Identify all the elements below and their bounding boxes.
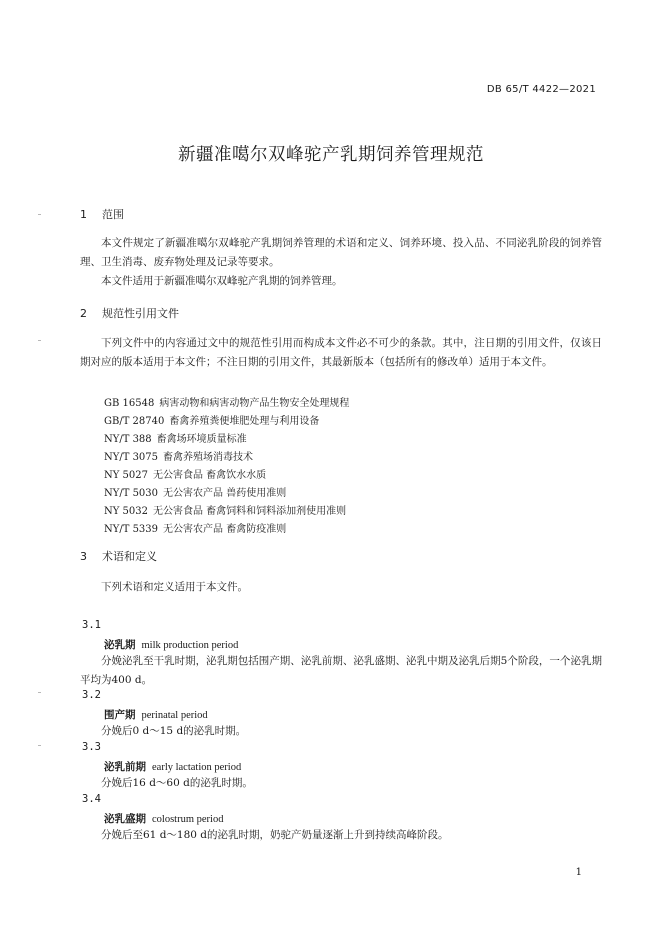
reference-title: 无公害食品 畜禽饮水水质 bbox=[152, 470, 267, 481]
reference-item bbox=[104, 466, 266, 481]
term-definition: 分娩后0 d～15 d的泌乳时期。 bbox=[101, 725, 247, 737]
reference-code: GB 16548 bbox=[104, 398, 155, 409]
term-definition: 分娩后16 d～60 d的泌乳时期。 bbox=[101, 777, 253, 789]
section-heading-normative-references bbox=[80, 305, 179, 321]
standard-id: DB 65/T 4422—2021 bbox=[486, 84, 596, 95]
reference-item bbox=[104, 520, 286, 535]
term-entry bbox=[104, 759, 241, 774]
term-entry bbox=[104, 637, 238, 652]
paragraph: 本文件规定了新疆准噶尔双峰驼产乳期饲养管理的术语和定义、饲养环境、投入品、不同泌乳阶段的饲养管理、卫生消毒、废弃物处理及记录等要求。 bbox=[80, 237, 602, 268]
term-en: milk production period bbox=[141, 640, 239, 651]
term-definition: 分娩泌乳至干乳时期，泌乳期包括围产期、泌乳前期、泌乳盛期、泌乳中期及泌乳后期5个阶段，一个泌乳期平均为400 d。 bbox=[80, 655, 602, 686]
term-en: early lactation period bbox=[152, 762, 242, 773]
reference-title: 畜禽养殖粪便堆肥处理与利用设备 bbox=[169, 416, 320, 427]
reference-code: NY 5027 bbox=[104, 470, 148, 481]
section-heading-terms-definitions bbox=[80, 548, 157, 564]
term-definition: 分娩后至61 d～180 d的泌乳时期，奶驼产奶量逐渐上升到持续高峰阶段。 bbox=[101, 829, 449, 841]
page-number: 1 bbox=[575, 867, 582, 878]
reference-title: 无公害农产品 兽药使用准则 bbox=[163, 488, 287, 499]
reference-item bbox=[104, 412, 319, 427]
reference-title: 无公害食品 畜禽饲料和饲料添加剂使用准则 bbox=[152, 506, 347, 517]
reference-code: NY/T 388 bbox=[104, 434, 152, 445]
section-title: 术语和定义 bbox=[102, 550, 157, 563]
document-title: 新疆准噶尔双峰驼产乳期饲养管理规范 bbox=[178, 145, 484, 165]
reference-title: 畜禽养殖场消毒技术 bbox=[163, 452, 254, 463]
reference-code: NY/T 5030 bbox=[104, 488, 159, 499]
section-number: 2 bbox=[80, 307, 87, 320]
scan-mark bbox=[38, 692, 41, 693]
term-entry bbox=[104, 811, 223, 826]
reference-code: NY 5032 bbox=[104, 506, 148, 517]
section-number: 3 bbox=[80, 550, 87, 563]
reference-code: GB/T 28740 bbox=[104, 416, 165, 427]
paragraph: 下列文件中的内容通过文中的规范性引用而构成本文件必不可少的条款。其中，注日期的引用文件，仅该日期对应的版本适用于本文件；不注日期的引用文件，其最新版本（包括所有的修改单）适用于本文件。 bbox=[80, 337, 602, 368]
term-zh: 围产期 bbox=[104, 709, 136, 721]
reference-code: NY/T 5339 bbox=[104, 524, 159, 535]
term-zh: 泌乳前期 bbox=[104, 761, 146, 773]
term-number: 3.4 bbox=[82, 793, 101, 805]
term-entry bbox=[104, 707, 208, 722]
reference-item bbox=[104, 484, 286, 499]
term-zh: 泌乳期 bbox=[104, 639, 136, 651]
paragraph: 本文件适用于新疆准噶尔双峰驼产乳期的饲养管理。 bbox=[101, 275, 343, 287]
term-number: 3.1 bbox=[82, 619, 101, 631]
reference-item bbox=[104, 430, 247, 445]
section-title: 范围 bbox=[102, 208, 124, 221]
reference-title: 畜禽场环境质量标准 bbox=[156, 434, 247, 445]
reference-item bbox=[104, 394, 349, 409]
reference-title: 无公害农产品 畜禽防疫准则 bbox=[163, 524, 287, 535]
paragraph: 下列术语和定义适用于本文件。 bbox=[101, 581, 248, 593]
scan-mark bbox=[38, 214, 41, 215]
section-number: 1 bbox=[80, 208, 87, 221]
term-number: 3.2 bbox=[82, 689, 101, 701]
reference-item bbox=[104, 502, 346, 517]
term-number: 3.3 bbox=[82, 741, 101, 753]
term-en: perinatal period bbox=[141, 710, 208, 721]
reference-item bbox=[104, 448, 253, 463]
term-zh: 泌乳盛期 bbox=[104, 813, 146, 825]
section-heading-scope bbox=[80, 206, 124, 222]
scan-mark bbox=[38, 340, 41, 341]
scan-mark bbox=[38, 745, 41, 746]
reference-code: NY/T 3075 bbox=[104, 452, 159, 463]
term-en: colostrum period bbox=[152, 814, 224, 825]
section-title: 规范性引用文件 bbox=[102, 307, 179, 320]
reference-title: 病害动物和病害动物产品生物安全处理规程 bbox=[159, 398, 350, 409]
